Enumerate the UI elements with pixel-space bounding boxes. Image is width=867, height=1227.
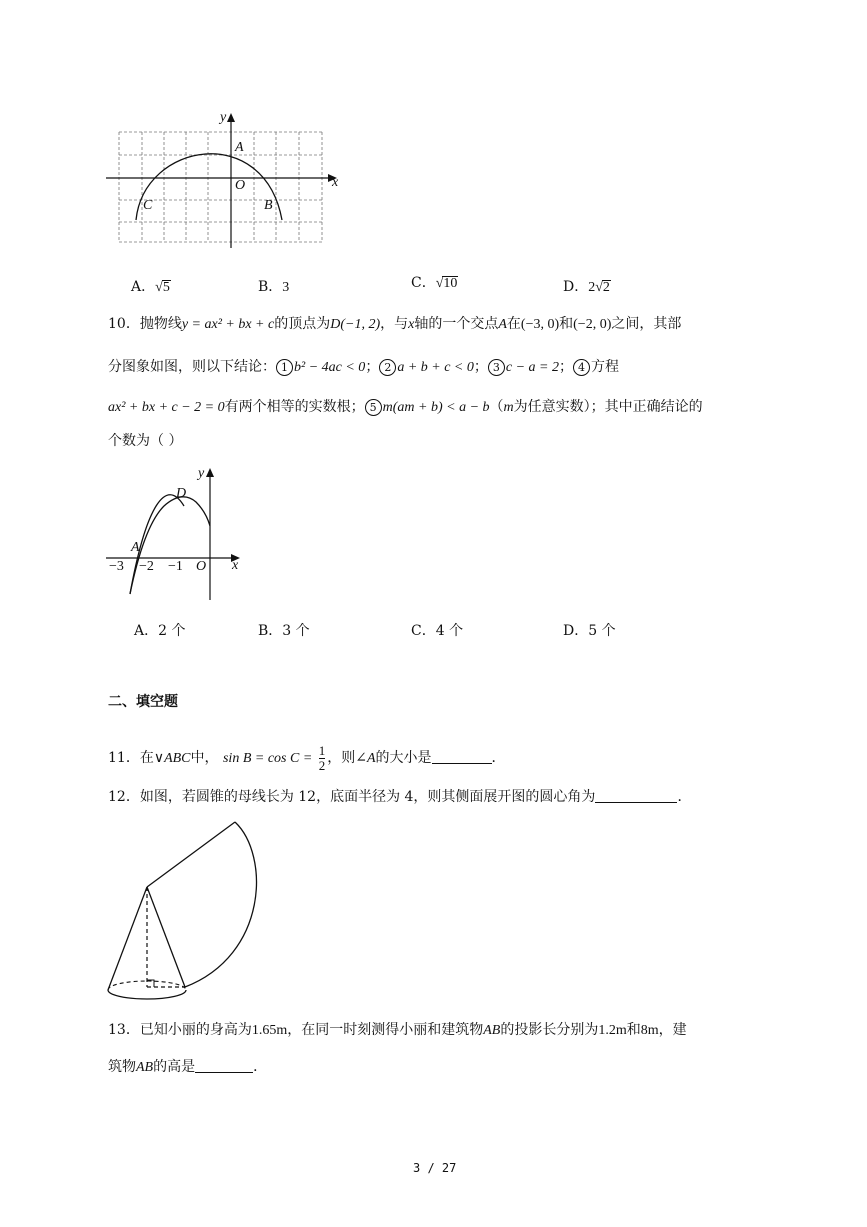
fig1-label-o: O bbox=[235, 178, 246, 193]
fig1-label-x: x bbox=[332, 175, 339, 190]
q9-option-d[interactable]: D．2√2 bbox=[563, 279, 610, 295]
q11-fraction: $\frac{1}{2}$ bbox=[318, 742, 326, 773]
q13-line-1: 13．已知小丽的身高为1.65m，在同一时刻测得小丽和建筑物AB的投影长分别为1.2m和8m，建 bbox=[108, 1022, 687, 1038]
q9-option-b-value: 3 bbox=[282, 280, 290, 295]
fig2-label-a: A bbox=[131, 540, 140, 555]
q10-line-2: 分图象如图，则以下结论： 1 b² − 4ac < 0； 2 a + b + c < 0； 3 c − a = 2； 4 方程 bbox=[108, 359, 619, 375]
figure-arc-grid bbox=[104, 112, 344, 252]
fig2-tick-minus2: −2 bbox=[139, 559, 154, 574]
fig2-label-d: D bbox=[176, 486, 187, 501]
q10-line-1: 10．抛物线y = ax² + bx + c的顶点为D(−1, 2)，与x轴的一个交点A在(−3, 0)和(−2, 0)之间，其部 bbox=[108, 316, 682, 332]
q10-option-d[interactable]: D．5 个 bbox=[563, 623, 616, 639]
fig1-label-c: C bbox=[143, 198, 153, 213]
q9-option-d-value: 2 bbox=[602, 280, 610, 295]
fig2-tick-minus3: −3 bbox=[109, 559, 124, 574]
fig2-label-x: x bbox=[232, 558, 239, 573]
fig2-tick-minus1: −1 bbox=[168, 559, 183, 574]
fig1-label-y: y bbox=[220, 110, 227, 125]
q13-answer-blank[interactable] bbox=[195, 1058, 253, 1073]
q9-option-a-value: 5 bbox=[162, 280, 170, 295]
q9-option-c-value: 10 bbox=[443, 276, 458, 291]
fig2-label-o: O bbox=[196, 559, 207, 574]
q9-option-b[interactable]: B．3 bbox=[258, 279, 290, 295]
q10-option-a[interactable]: A．2 个 bbox=[134, 623, 186, 639]
page-number: 3 / 27 bbox=[413, 1161, 457, 1175]
fig1-label-a: A bbox=[235, 140, 244, 155]
section-heading-fill-in: 二、填空题 bbox=[108, 694, 178, 710]
q10-line-4: 个数为（ ） bbox=[108, 433, 183, 449]
q10-option-c[interactable]: C．4 个 bbox=[411, 623, 464, 639]
fig1-label-b: B bbox=[264, 198, 273, 213]
figure-cone-sector bbox=[100, 815, 270, 1005]
q11-line: 11．在∨ABC中， sin B = cos C = $\frac{1}{2}$ ，则∠A的大小是 ． bbox=[108, 742, 506, 773]
q12-answer-blank[interactable] bbox=[595, 788, 677, 803]
q11-answer-blank[interactable] bbox=[432, 749, 492, 764]
q9-option-a[interactable]: A．√5 bbox=[131, 279, 170, 295]
q10-line-3: ax² + bx + c − 2 = 0有两个相等的实数根； 5 m(am + b) < a − b（m为任意实数）；其中正确结论的 bbox=[108, 399, 703, 415]
q10-option-b[interactable]: B．3 个 bbox=[258, 623, 310, 639]
q12-line: 12．如图，若圆锥的母线长为 12，底面半径为 4，则其侧面展开图的圆心角为 ． bbox=[108, 789, 692, 805]
q9-option-c[interactable]: C．√10 bbox=[411, 275, 458, 291]
fig2-label-y: y bbox=[198, 466, 205, 481]
q13-line-2: 筑物AB的高是 ． bbox=[108, 1059, 268, 1075]
